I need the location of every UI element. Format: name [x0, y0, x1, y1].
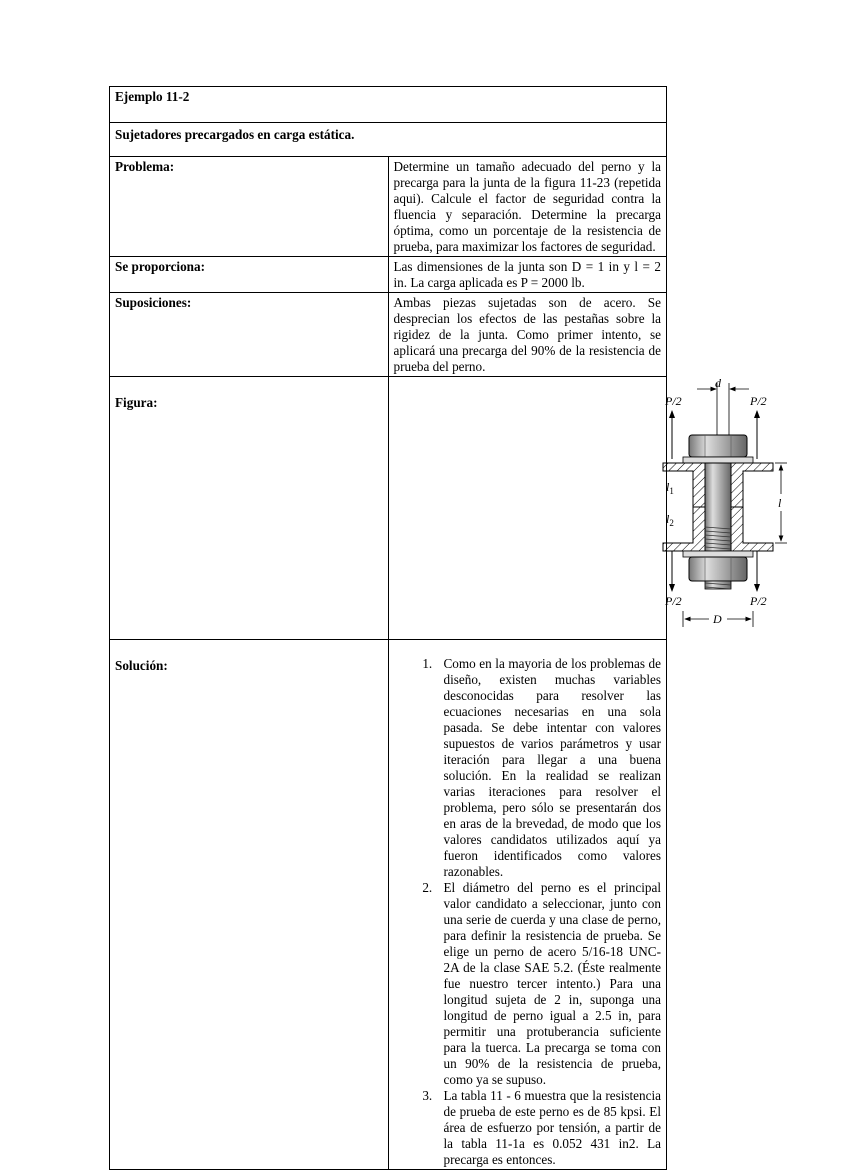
svg-text:l1: [666, 480, 674, 496]
label-l1-sub: 1: [668, 486, 674, 496]
label-p2-bottom-right: P/2: [749, 594, 767, 608]
suposiciones-text: Ambas piezas sujetadas son de acero. Se desprecian los efectos de las pestañas sobre la rigidez de la junta. Como primer intento, se aplicará una precarga del 90% de la resistencia de prueba del perno.: [388, 293, 667, 377]
problema-label: Problema:: [110, 157, 389, 257]
label-l1: l: [665, 480, 669, 494]
solucion-label: Solución:: [110, 640, 389, 1170]
solucion-item-3: 3. La tabla 11 - 6 muestra que la resistencia de prueba de este perno es de 85 kpsi. El área de esfuerzo por tensión, a partir de la tabla 11-1a es 0.052 431 in2. La precarga es entonces.: [436, 1088, 662, 1168]
problema-text: Determine un tamaño adecuado del perno y la precarga para la junta de la figura 11-23 (repetida aqui). Calcule el factor de seguridad contra la fluencia y separación. Determine la precarga óptima, como un porcentaje de la resistencia de prueba, para maximizar los factores de seguridad.: [388, 157, 667, 257]
label-l: l: [777, 496, 781, 510]
example-label: Ejemplo 11-2: [110, 87, 667, 123]
solucion-cell: [388, 640, 667, 1170]
page-title: Sujetadores precargados en carga estática.: [110, 123, 667, 157]
label-p2-top-left: P/2: [664, 394, 682, 408]
bolt-joint-figure: [394, 376, 844, 634]
solucion-list: [394, 656, 662, 1168]
label-d: d: [714, 376, 721, 390]
label-p2-bottom-left: P/2: [664, 594, 682, 608]
label-l2: l: [665, 512, 669, 526]
solucion-item-2: 2. El diámetro del perno es el principal valor candidato a seleccionar, junto con una serie de cuerda y una clase de perno, para definir la resistencia de prueba. Se elige un perno de acero 5/16-18 UNC-2A de la clase SAE 5.2. (Éste realmente fue nuestro tercer intento.) Para una longitud sujeta de 2 in, suponga una longitud de perno igual a 2.5 in, para permitir una protuberancia suficiente para la tuerca. La precarga se toma con un 90% de la resistencia de prueba, como ya se supuso.: [436, 880, 662, 1088]
label-D: D: [712, 612, 722, 626]
solucion-item-1: 1. Como en la mayoria de los problemas de diseño, existen muchas variables desconocidas para resolver las ecuaciones necesarias en una sola pasada. Se debe intentar con valores supuestos de varios parámetros y usar iteración para llegar a una buena solución. En la realidad se realizan varias iteraciones para resolver el problema, pero sólo se presentarán dos en aras de la brevedad, de modo que los valores candidatos utilizados aquí ya fueron identificados como valores razonables.: [436, 656, 662, 880]
suposiciones-label: Suposiciones:: [110, 293, 389, 377]
label-l2-sub: 2: [668, 518, 674, 528]
label-p2-top-right: P/2: [749, 394, 767, 408]
figura-cell: [388, 376, 781, 640]
svg-text:l2: [666, 512, 674, 528]
se-proporciona-label: Se proporciona:: [110, 257, 389, 293]
example-table: [109, 86, 781, 1170]
figura-label: Figura:: [110, 377, 389, 640]
se-proporciona-text: Las dimensiones de la junta son D = 1 in y l = 2 in. La carga aplicada es P = 2000 lb.: [388, 257, 667, 293]
